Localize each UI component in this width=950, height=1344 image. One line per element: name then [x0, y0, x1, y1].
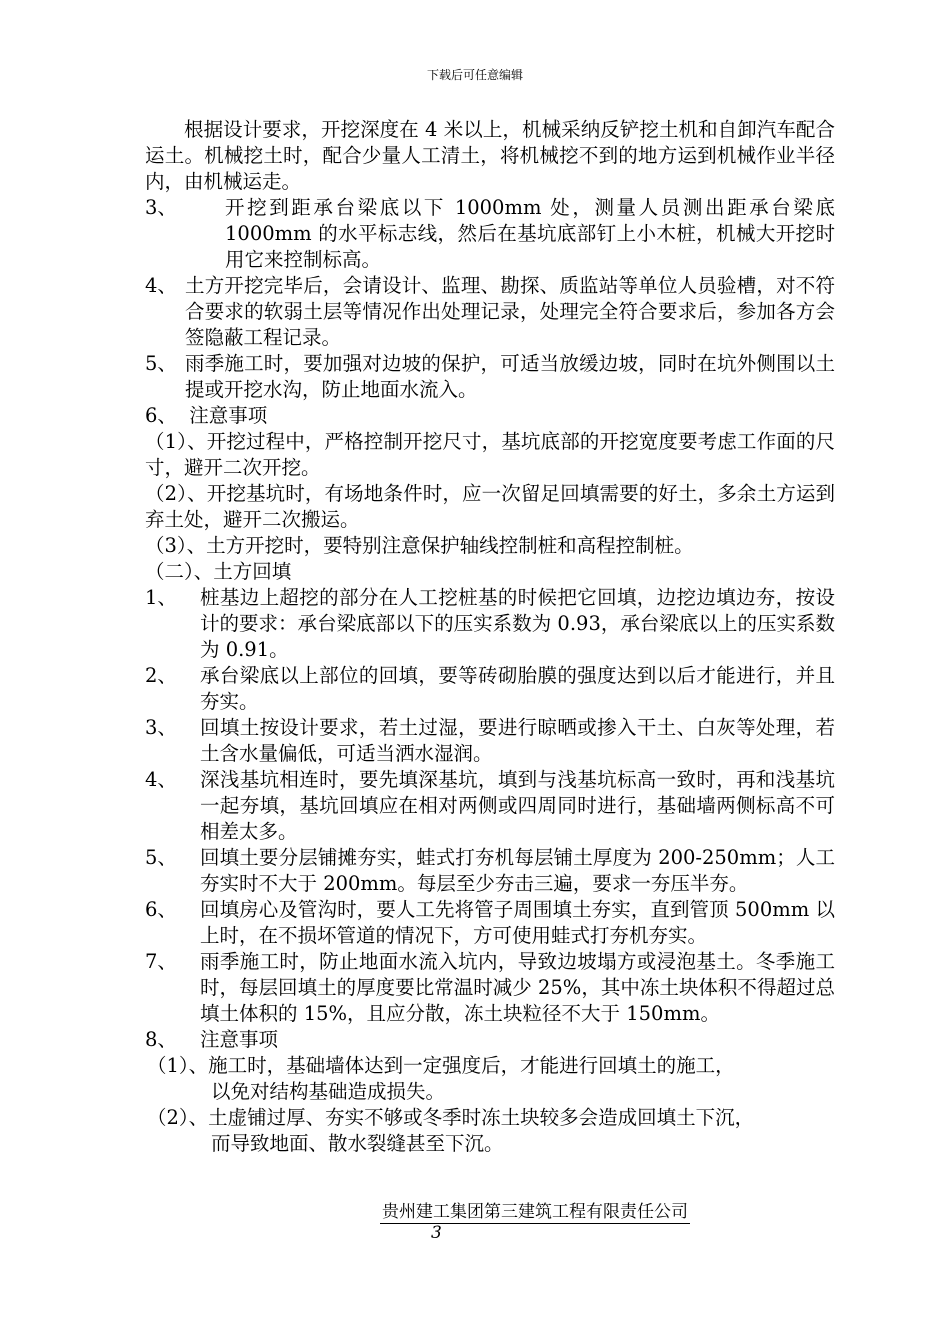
- item-number: 5、: [145, 846, 177, 869]
- item-number: 4、: [145, 768, 177, 791]
- company-name: 贵州建工集团第三建筑工程有限责任公司: [382, 1202, 688, 1222]
- item-text: 回填房心及管沟时，要人工先将管子周围填土夯实，直到管顶 500mm 以上时，在不损坏管道的情况下，方可使用蛙式打夯机夯实。: [200, 898, 835, 947]
- backfill-item-2: [145, 663, 835, 715]
- excavation-note-2: （2）、开挖基坑时，有场地条件时，应一次留足回填需要的好土，多余土方运到弃土处，避开二次搬运。: [145, 482, 835, 531]
- excavation-item-4: [145, 273, 835, 351]
- backfill-item-1: [145, 585, 835, 663]
- excavation-item-3: [145, 195, 835, 273]
- page-number: 3: [431, 1223, 442, 1243]
- note-lead: （2）、土虚铺过厚、夯实不够或冬季时冻土块较多会造成回填土下沉，: [147, 1106, 755, 1129]
- excavation-note-1: （1）、开挖过程中，严格控制开挖尺寸，基坑底部的开挖宽度要考虑工作面的尺寸，避开二次开挖。: [145, 430, 835, 479]
- backfill-item-7: [145, 949, 835, 1027]
- item-text: 开挖到距承台梁底以下 1000mm 处，测量人员测出距承台梁底 1000mm 的水平标志线，然后在基坑底部钉上小木桩，机械大开挖时用它来控制标高。: [225, 196, 835, 271]
- item-number: 8、: [145, 1028, 177, 1051]
- backfill-item-6: [145, 897, 835, 949]
- note-continuation: 以免对结构基础造成损失。: [211, 1080, 446, 1103]
- item-number: 1、: [145, 586, 177, 609]
- item-number: 3、: [145, 716, 177, 739]
- note-continuation: 而导致地面、散水裂缝甚至下沉。: [211, 1132, 504, 1155]
- excavation-note-3: （3）、土方开挖时，要特别注意保护轴线控制桩和高程控制桩。: [145, 534, 694, 557]
- backfill-item-5: [145, 845, 835, 897]
- excavation-item-6-heading: 6、 注意事项: [145, 404, 268, 427]
- item-text: 回填土要分层铺摊夯实，蛙式打夯机每层铺土厚度为 200-250mm；人工夯实时不大于 200mm。每层至少夯击三遍，要求一夯压半夯。: [200, 846, 835, 895]
- backfill-note-1: [145, 1053, 835, 1105]
- backfill-item-4: [145, 767, 835, 845]
- item-text: 土方开挖完毕后，会请设计、监理、勘探、质监站等单位人员验槽，对不符合要求的软弱土层等情况作出处理记录，处理完全符合要求后，参加各方会签隐蔽工程记录。: [185, 274, 835, 349]
- note-lead: （1）、施工时，基础墙体达到一定强度后，才能进行回填土的施工，: [147, 1054, 735, 1077]
- backfill-note-2: [145, 1105, 835, 1157]
- item-text: 注意事项: [200, 1028, 279, 1051]
- item-text: 雨季施工时，要加强对边坡的保护，可适当放缓边坡，同时在坑外侧围以土提或开挖水沟，防止地面水流入。: [185, 352, 835, 401]
- download-note: 下载后可任意编辑: [426, 68, 523, 82]
- item-text: 承台梁底以上部位的回填，要等砖砌胎膜的强度达到以后才能进行，并且夯实。: [200, 664, 835, 713]
- item-number: 2、: [145, 664, 177, 687]
- intro-paragraph: 根据设计要求，开挖深度在 4 米以上，机械采纳反铲挖土机和自卸汽车配合运土。机械挖土时，配合少量人工清土，将机械挖不到的地方运到机械作业半径内，由机械运走。: [145, 118, 835, 193]
- item-text: 深浅基坑相连时，要先填深基坑，填到与浅基坑标高一致时，再和浅基坑一起夯填，基坑回填应在相对两侧或四周同时进行，基础墙两侧标高不可相差太多。: [200, 768, 835, 843]
- item-number: 3、: [145, 196, 177, 219]
- excavation-item-5: [145, 351, 835, 403]
- item-number: 6、: [145, 898, 177, 921]
- item-text: 雨季施工时，防止地面水流入坑内，导致边坡塌方或浸泡基土。冬季施工时，每层回填土的厚度要比常温时减少 25%，其中冻土块体积不得超过总填土体积的 15%，且应分散，冻土块粒径不大于 150mm。: [200, 950, 835, 1025]
- document-body: [145, 117, 835, 1157]
- backfill-item-8: [145, 1027, 835, 1053]
- section-title-backfill: （二）、土方回填: [145, 560, 292, 583]
- backfill-item-3: [145, 715, 835, 767]
- item-number: 5、: [145, 352, 177, 375]
- item-number: 7、: [145, 950, 177, 973]
- item-number: 4、: [145, 274, 177, 297]
- item-text: 回填土按设计要求，若土过湿，要进行晾晒或掺入干土、白灰等处理，若土含水量偏低，可适当洒水湿润。: [200, 716, 835, 765]
- page-footer: [0, 1201, 950, 1224]
- item-text: 桩基边上超挖的部分在人工挖桩基的时候把它回填，边挖边填边夯，按设计的要求：承台梁底部以下的压实系数为 0.93，承台梁底以上的压实系数为 0.91。: [200, 586, 835, 661]
